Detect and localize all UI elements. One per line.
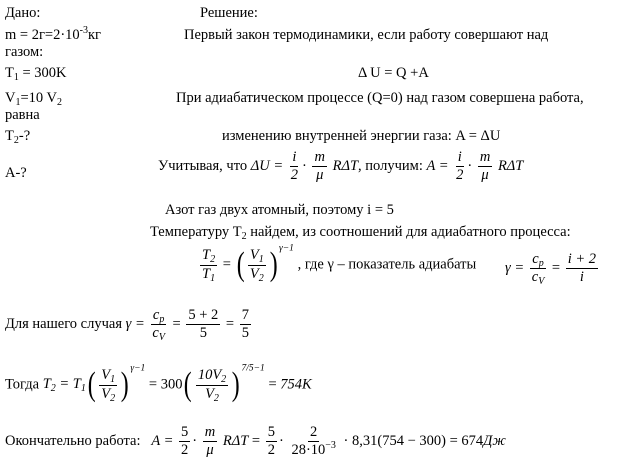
adiabatic-text: При адиабатическом процессе (Q=0) над газом совершена работа, [176,90,584,106]
v1-given: $V_1=10$ $V_2$ [5,90,62,108]
final-work-formula: Окончательно работа: A = $\frac{5}{2}$ · $\frac{m}{\mu}$ RΔT = $\frac{5}{2}$ · $\frac{2}{28\cdot 10^{-3}}$ · 8,31(754 − 300) = 674Дж [5,424,506,459]
first-law-equation: Δ U = Q +A [358,65,429,81]
equal-word: равна [5,107,40,123]
mass-given: $m = 2г=2\cdot 10^{-3}кг$ [5,25,102,43]
temperature-text: Температуру $T_2$ найдем, из соотношений для адиабатного процесса: [150,224,571,242]
internal-energy-text: изменению внутренней энергии газа: A = ΔU [222,128,501,144]
first-law-text: Первый закон термодинамики, если работу совершают над [184,27,549,43]
adiabatic-relation: $\frac{T_2}{T_1}$ = ( $\frac{V_1}{V_2}$ ) $^{\gamma-1}$ , где γ – показатель адиабаты [202,243,477,284]
gamma-formula: γ = $\frac{c_p}{c_V}$ = $\frac{i + 2}{i}$ [505,251,597,288]
t1-given: $T_1 = 300K$ [5,65,67,83]
a-question: A-? [5,165,27,181]
nitrogen-text: Азот газ двух атомный, поэтому i = 5 [165,202,394,218]
our-case-formula: Для нашего случая γ = $\frac{c_p}{c_V}$ = $\frac{5 + 2}{5}$ = $\frac{7}{5}$ [5,307,249,344]
t2-question: $T_2-$? [5,128,31,146]
solution-label: Решение: [200,5,258,21]
gas-word: газом: [5,44,44,60]
then-formula: Тогда $T_2 = T_1$( $\frac{V_1}{V_2}$ ) $^{\gamma-1}$ = 300( $\frac{10V_2}{V_2}$ ) $^{7/5-1}$ = 754K [5,363,312,404]
given-label: Дано: [5,5,41,21]
considering-formula: Учитывая, что ΔU = $\frac{i}{2}$ · $\frac{m}{\mu}$ RΔT, получим: A = $\frac{i}{2}$ · $\frac{m}{\mu}$ RΔT [158,149,524,184]
